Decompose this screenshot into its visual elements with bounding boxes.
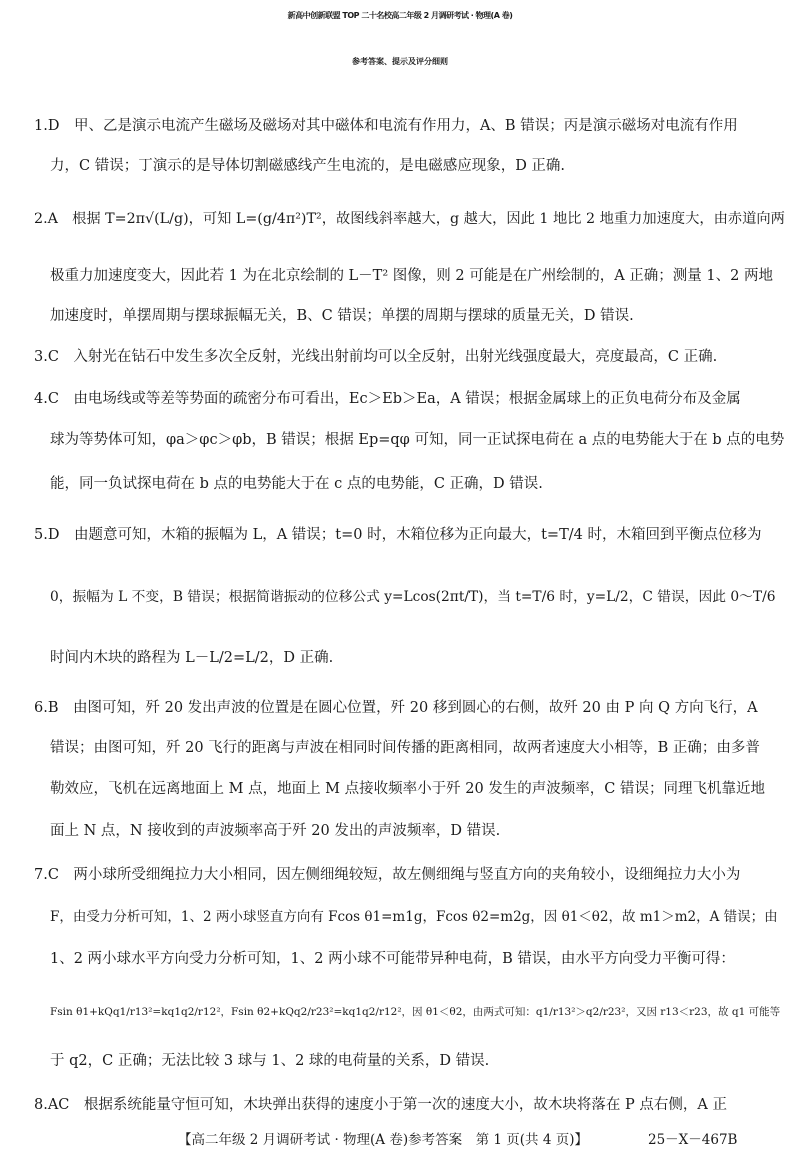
text-line: 时间内木块的路程为 L－L/2=L/2，D 正确.: [50, 650, 334, 666]
text-line: 7.C 两小球所受细绳拉力大小相同，因左侧细绳较短，故左侧细绳与竖直方向的夹角较小，设细绳拉力大小为: [34, 867, 741, 883]
text-line: 错误；由图可知，歼 20 飞行的距离与声波在相同时间传播的距离相同，故两者速度大小相等，B 正确；由多普: [50, 740, 760, 756]
text-line: 1.D 甲、乙是演示电流产生磁场及磁场对其中磁体和电流有作用力，A、B 错误；丙是演示磁场对电流有作用: [34, 118, 738, 134]
footer-code: 25－X－467B: [648, 1132, 738, 1148]
text-line: 力，C 错误；丁演示的是导体切割磁感线产生电流的，是电磁感应现象，D 正确.: [50, 158, 566, 174]
text-line: 极重力加速度变大，因此若 1 为在北京绘制的 L－T² 图像，则 2 可能是在广州绘制的，A 正确；测量 1、2 两地: [50, 268, 773, 284]
text-line: 勒效应，飞机在远离地面上 M 点，地面上 M 点接收频率小于歼 20 发生的声波频率，C 错误；同理飞机靠近地: [50, 781, 765, 797]
text-line: 0，振幅为 L 不变，B 错误；根据简谐振动的位移公式 y=Lcos(2πt/T)，当 t=T/6 时，y=L/2，C 错误，因此 0～T/6: [50, 589, 776, 605]
text-line: 5.D 由题意可知，木箱的振幅为 L，A 错误；t=0 时，木箱位移为正向最大，t=T/4 时，木箱回到平衡点位移为: [34, 527, 762, 543]
page-title: 新高中创新联盟 TOP 二十名校高二年级 2 月调研考试 · 物理(A 卷): [287, 11, 513, 20]
text-line: Fsin θ1+kQq1/r13²=kq1q2/r12²，Fsin θ2+kQq2/r23²=kq1q2/r12²，因 θ1＜θ2，由两式可知：q1/r13²＞q2/r23²，又因 r13＜r23，故 q1 可能等: [50, 1006, 781, 1018]
text-line: 能，同一负试探电荷在 b 点的电势能大于在 c 点的电势能，C 正确，D 错误.: [50, 476, 543, 492]
page-subtitle: 参考答案、提示及评分细则: [352, 57, 448, 66]
text-line: 2.A 根据 T=2π√(L/g)，可知 L=(g/4π²)T²，故图线斜率越大，g 越大，因此 1 地比 2 地重力加速度大，由赤道向两: [34, 211, 785, 227]
text-line: 8.AC 根据系统能量守恒可知，木块弹出获得的速度小于第一次的速度大小，故木块将落在 P 点右侧，A 正: [34, 1097, 727, 1113]
text-line: 加速度时，单摆周期与摆球振幅无关，B、C 错误；单摆的周期与摆球的质量无关，D 错误.: [50, 308, 634, 324]
text-line: 4.C 由电场线或等差等势面的疏密分布可看出，Ec＞Eb＞Ea，A 错误；根据金属球上的正负电荷分布及金属: [34, 391, 741, 407]
text-line: 3.C 入射光在钻石中发生多次全反射，光线出射前均可以全反射，出射光线强度最大，亮度最高，C 正确.: [34, 349, 718, 365]
footer-title: 【高二年级 2 月调研考试 · 物理(A 卷)参考答案 第 1 页(共 4 页)】: [178, 1132, 588, 1148]
text-line: 于 q2，C 正确；无法比较 3 球与 1、2 球的电荷量的关系，D 错误.: [50, 1053, 490, 1069]
text-line: 面上 N 点，N 接收到的声波频率高于歼 20 发出的声波频率，D 错误.: [50, 823, 501, 839]
text-line: 球为等势体可知，φa＞φc＞φb，B 错误；根据 Ep=qφ 可知，同一正试探电荷在 a 点的电势能大于在 b 点的电势: [50, 432, 785, 448]
text-line: 1、2 两小球水平方向受力分析可知，1、2 两小球不可能带异种电荷，B 错误，由水平方向受力平衡可得：: [50, 951, 735, 967]
page-footer: [0, 1127, 800, 1153]
text-line: 6.B 由图可知，歼 20 发出声波的位置是在圆心位置，歼 20 移到圆心的右侧，故歼 20 由 P 向 Q 方向飞行，A: [34, 700, 758, 716]
text-line: F，由受力分析可知，1、2 两小球竖直方向有 Fcos θ1=m1g，Fcos θ2=m2g，因 θ1＜θ2，故 m1＞m2，A 错误；由: [50, 909, 778, 925]
